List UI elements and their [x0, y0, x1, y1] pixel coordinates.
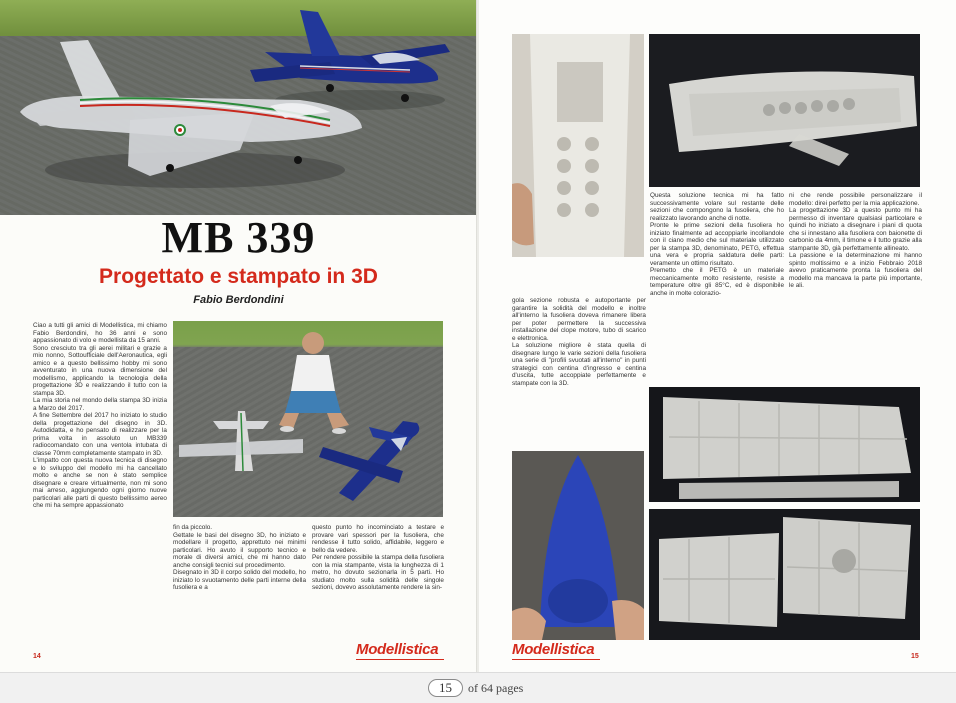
left-page	[0, 0, 477, 672]
text-column	[512, 297, 646, 442]
jets-illustration	[0, 0, 477, 215]
fuselage-top-photo	[649, 34, 920, 187]
paragraph: La passione e la determinazione mi hanno spinto moltissimo e a inizio Febbraio 2018 avevo praticamente pronta la fusoliera del modello ma mancava la parte più importante, le ali.	[789, 252, 922, 289]
article-title: MB 339	[161, 213, 316, 262]
wing-panel-illustration	[649, 387, 920, 502]
paragraph: La mia storia nel mondo della stampa 3D inizia a Marzo del 2017.	[33, 397, 167, 412]
article-subtitle: Progettato e stampato in 3D	[99, 265, 378, 288]
pilot-photo	[173, 321, 443, 517]
paragraph: La progettazione 3D a questo punto mi ha permesso di inventare qualsiasi particolare e quindi ho iniziato a disegnare i piani di quota che si innestano alla fusoliera con baionette di carbonio da 4mm, il timone e il tutto grazie alla stampante 3D, già perfettamente allineato.	[789, 207, 922, 252]
page-indicator	[428, 678, 523, 698]
paragraph: Questa soluzione tecnica mi ha fatto successivamente volare sul restante delle sezioni che compongono la fusoliera, che ho realizzato lavorando anche di notte.	[650, 192, 784, 222]
fuselage-section-photo	[512, 34, 644, 257]
nose-cone-photo	[512, 451, 644, 640]
pilot-icon	[279, 332, 349, 434]
text-column	[650, 192, 784, 382]
right-page	[479, 0, 956, 672]
text-column	[789, 192, 922, 382]
jet-blue-icon	[250, 10, 450, 102]
wing-panel-photo	[649, 509, 920, 640]
paragraph: La soluzione migliore è stata quella di disegnare lungo le varie sezioni della fusoliera una serie di "profili svuotati all'interno" in punti strategici con centina d'ingresso e centina d'uscita, tutte accoppiate perfettamente e stampate con la 3D.	[512, 342, 646, 387]
page-number: 15	[911, 653, 919, 660]
fuselage-section-illustration	[512, 34, 644, 257]
paragraph: L'impatto con questa nuova tecnica di disegno e lo sviluppo del modello mi ha cancellato molto e anche se non è stato semplice disegnare e creare virtualmente, non mi sono mai arreso, aggiungendo ogni giorno nuove particolari alle parti di questo bellissimo aereo che mi ha sempre appassionato	[33, 457, 167, 509]
nose-cone-illustration	[512, 451, 644, 640]
paragraph: Gettate le basi del disegno 3D, ho iniziato e modellare il progetto, apprettuto nei minimi particolari. Ho avuto il supporto tecnico e morale di diversi amici, che mi hanno dato anche consigli tecnici sul procedimento.	[173, 531, 306, 569]
wing-panel-illustration	[649, 509, 920, 640]
paragraph: Premetto che il PETG è un materiale meccanicamente molto resistente, resiste a temperature oltre gli 85°C, ed è disponibile anche in molte colorazio-	[650, 267, 784, 297]
paragraph: Per rendere possibile la stampa della fusoliera con la mia stampante, vista la lunghezza di 1 metro, ho dovuto sezionarla in 5 parti. Ho studiato molto sulla solidità delle singole sezioni, dovevo assolutamente rendere la sin-	[312, 554, 444, 591]
hero-photo	[0, 0, 477, 215]
paragraph: Ciao a tutti gli amici di Modellistica, mi chiamo Fabio Berdondini, ho 36 anni e sono appassionato di volo e modellista da 15 anni.	[33, 322, 167, 344]
paragraph: fin da piccolo.	[173, 524, 213, 531]
page-number-input[interactable]	[428, 679, 463, 697]
brand-logo: Modellistica	[512, 641, 595, 658]
text-column	[173, 524, 306, 644]
text-column	[312, 524, 444, 644]
paragraph: questo punto ho incominciato a testare e provare vari spessori per la fusoliera, che rendesse il tutto solido, affidabile, leggero e bello da vedere.	[312, 524, 444, 554]
paragraph: A fine Settembre del 2017 ho iniziato lo studio della progettazione del disegno in 3D. Autodidatta, e ho pensato di realizzare per la prima volta in assoluto un MB339 radiocomandato con una ventola intubata di classe 70mm completamente stampato in 3D.	[33, 412, 167, 457]
page-total-label: of 64 pages	[468, 680, 524, 695]
pilot-illustration	[173, 321, 443, 517]
fuselage-top-illustration	[649, 34, 920, 187]
page-number: 14	[33, 653, 41, 660]
brand-underline	[512, 659, 600, 660]
paragraph: gola sezione robusta e autoportante per garantire la solidità del modello e inoltre all'interno la fusoliera doveva rimanere libera per poter permettere la successiva installazione del clope motore, tubo di scarico e elettronica.	[512, 297, 646, 342]
paragraph: Disegnato in 3D il corpo solido del modello, ho iniziato lo svuotamento delle parti interne della fusoliera e a	[173, 569, 306, 591]
paragraph: Sono cresciuto tra gli aerei militari e grazie a mio nonno, Sottoufficiale dell'Aeronautica, egli amico e a questo bellissimo hobby mi sono avventurato in una nuova dimensione del modellismo, applicando la tecnologia della progettazione 3D e realizzando il tutto con la stampa 3D.	[33, 344, 167, 397]
paragraph: ni che rende possibile personalizzare il modello: direi perfetto per la mia applicazione.	[789, 192, 922, 207]
paragraph: Pronte le prime sezioni della fusoliera ho iniziato finalmente ad accoppiarle incollandole con il ciano medio che sul materiale utilizzato per la stampa 3D, denominato, PETG, effettua una vera e propria saldatura delle parti: veramente un ottimo risultato.	[650, 222, 784, 267]
brand-logo: Modellistica	[356, 641, 439, 658]
text-column	[33, 322, 167, 644]
wing-panel-photo	[649, 387, 920, 502]
brand-underline	[356, 659, 444, 660]
article-author: Fabio Berdondini	[193, 294, 284, 306]
page-navigation-bar	[0, 672, 956, 703]
